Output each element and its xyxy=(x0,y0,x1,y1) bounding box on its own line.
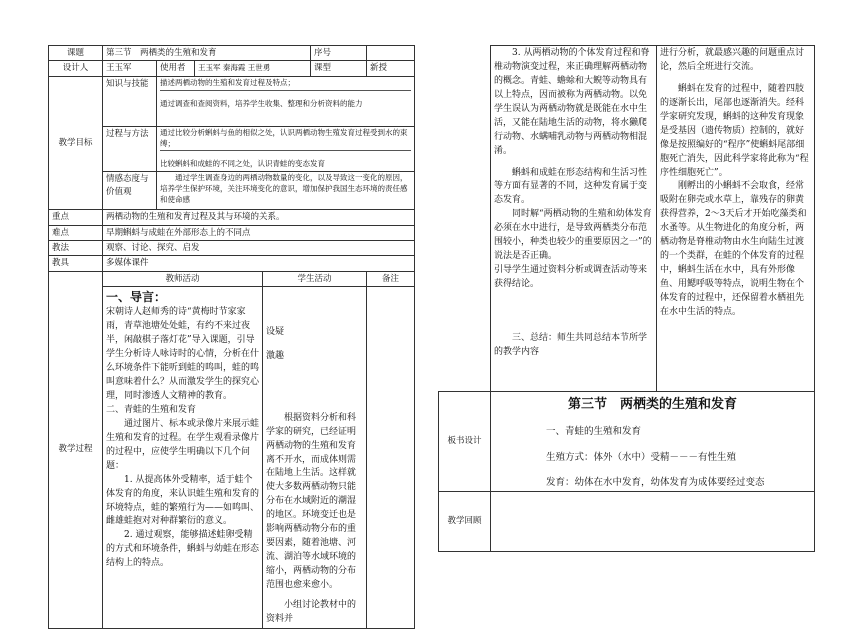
goal-label-emotion: 情感态度与价值观 xyxy=(103,172,157,210)
teacher-p5: 三、总结：师生共同总结本节所学的教学内容 xyxy=(494,332,648,357)
goal-process xyxy=(157,126,415,172)
teacher-activity xyxy=(103,286,263,628)
goal-label-process: 过程与方法 xyxy=(103,126,157,172)
student-s2: 蝌蚪在发育的过程中，随着四肢的逐渐长出，尾部也逐渐消失。经科学家研究发现，蝌蚪的这种发育现象是受基因（遗传物质）控制的，就好像是按照编好的“程序”使蝌蚪尾部细胞死亡消失，因此科学家将此称为“程序性细胞死亡”。 xyxy=(660,83,809,178)
item3: 3. 从两栖动物的个体发育过程和脊椎动物演变过程，来正确理解两栖动物的概念。青蛙、蟾蜍和大鲵等动物具有以上特点，因而被称为两栖动物。以免学生误认为两栖动物就是既能在水中生活，又能在陆地生活的动物，将水獭爬行动物、水螨哺乳动物与两栖动物相混淆。 xyxy=(494,48,650,156)
goal-knowledge-line-1: 描述两栖动物的生殖和发育过程及特点； xyxy=(160,78,411,91)
goals-label: 教学目标 xyxy=(49,76,103,210)
topic-label: 课题 xyxy=(49,46,103,61)
col-note-header: 备注 xyxy=(367,271,415,286)
tool-label: 教具 xyxy=(49,256,103,271)
board-line3: 发育：幼体在水中发育，幼体发育为成体要经过变态 xyxy=(546,477,765,489)
student-a4: 小组讨论教材中的资料并 xyxy=(266,599,357,624)
type-value: 新授 xyxy=(367,61,415,76)
student-a3: 根据资料分析和科学家的研究，已经证明两栖动物的生殖和发育离不开水，而成体则需在陆地上生活。这样就使大多数两栖动物只能分布在水域附近的潮湿的地区。环境变迁也是影响两栖动物分布的重要因素，随着池塘、河流、湖泊等水域环境的缩小，两栖动物的分布范围也愈来愈小。 xyxy=(266,412,357,590)
goal-knowledge xyxy=(157,76,415,126)
type-label: 课型 xyxy=(311,61,367,76)
difficulty-value: 早期蝌蚪与成蛙在外部形态上的不同点 xyxy=(103,225,415,240)
student-activity-cont xyxy=(657,46,815,392)
designer-value: 王玉军 xyxy=(103,61,157,76)
key-label: 重点 xyxy=(49,210,103,225)
lead-title: 一、导言： xyxy=(106,289,167,304)
goal-process-line-2: 比较蝌蚪和成蛙的不同之处，认识青蛙的变态发育 xyxy=(160,159,325,169)
difficulty-label: 难点 xyxy=(49,225,103,240)
goal-process-line-1: 通过比较分析蝌蚪与鱼的相似之处，认识两栖动物生殖发育过程受到水的束缚； xyxy=(160,128,411,152)
left-page-table xyxy=(48,45,415,629)
student-s3: 刚孵出的小蝌蚪不会取食，经常吸附在卵壳或水草上，靠残存的卵黄获得营养，2～3天后才开始吃藻类和水蚤等。从生物进化的角度分析，两栖动物是脊椎动物由水生向陆生过渡的一个类群，在蛙的个体发育的过程中，蝌蚪生活在水中，具有外形像鱼、用鳃呼吸等特点，说明生物在个体发育的过程中，还保留着水栖祖先在水中生活的特点。 xyxy=(660,181,807,317)
goal-emotion-text: 通过学生调查身边的两栖动物数量的变化，以及导致这一变化的原因，培养学生保护环境，关注环境变化的意识，增加保护我国生态环境的责任感和使命感 xyxy=(160,173,408,204)
seq-label: 序号 xyxy=(311,46,367,61)
col-student-header: 学生活动 xyxy=(263,271,367,286)
teacher-p2: 蝌蚪和成蛙在形态结构和生活习性等方面有显著的不同，这种发育属于变态发育。 xyxy=(494,167,648,206)
student-a1: 设疑 xyxy=(266,326,285,337)
goal-label-knowledge: 知识与技能 xyxy=(103,76,157,126)
student-a2: 激趣 xyxy=(266,350,285,361)
designer-label: 设计人 xyxy=(49,61,103,76)
student-activity xyxy=(263,286,367,628)
board-line1: 一、青蛙的生殖和发育 xyxy=(546,425,642,437)
item1: 1. 从提高体外受精率，适于蛙个体发育的角度，来认识蛙生殖和发育的环境特点，蛙的繁殖行为——如鸣叫、雌雄蛙抱对对种群繁衍的意义。 xyxy=(106,474,260,527)
goal-knowledge-line-2: 通过调查和查阅资料，培养学生收集、整理和分析资料的能力 xyxy=(160,98,363,108)
right-page-table xyxy=(438,45,815,552)
topic-value: 第三节 两栖类的生殖和发育 xyxy=(103,46,311,61)
board-label: 板书设计 xyxy=(439,392,491,492)
reflection-label: 教学回顾 xyxy=(439,492,491,552)
goal-emotion xyxy=(157,172,415,210)
board-content xyxy=(491,392,815,492)
board-title: 第三节 两栖类的生殖和发育 xyxy=(567,397,737,412)
col-teacher-header: 教师活动 xyxy=(103,271,263,286)
sec2-title: 二、青蛙的生殖和发育 xyxy=(106,404,197,415)
teacher-activity-cont xyxy=(491,46,657,392)
teacher-p3: 同时解“两栖动物的生殖和幼体发育必须在水中进行，是导致两栖类分布范围较小，种类也较少的重要原因之一”的说法是否正确。 xyxy=(494,209,652,262)
board-line2: 生殖方式：体外（水中）受精－－－有性生殖 xyxy=(546,451,737,463)
lead-text: 宋朝诗人赵师秀的诗“黄梅时节家家雨，青草池塘处处蛙，有约不来过夜半，闲敲棋子落灯花”导入课题，引导学生分析诗人咏诗时的心情，分析在什么环境条件下能听到蛙的鸣叫，蛙的鸣叫意味着什么？从而激发学生的探究心理，同时渗透人文精神的教育。 xyxy=(106,307,260,402)
sec2-text: 通过图片、标本或录像片来展示蛙生殖和发育的过程。在学生观看录像片的过程中，应使学生明确以下几个问题： xyxy=(106,418,260,471)
seq-value xyxy=(367,46,415,61)
user-value: 王玉军 秦海霞 王世勇 xyxy=(195,61,311,76)
user-label: 使用者 xyxy=(157,61,195,76)
right-blank xyxy=(439,46,491,392)
teacher-p4: 引导学生通过资料分析或调查活动等来获得结论。 xyxy=(494,265,648,289)
method-label: 教法 xyxy=(49,240,103,255)
tool-value: 多媒体课件 xyxy=(103,256,415,271)
note-cell xyxy=(367,286,415,628)
reflection-content xyxy=(491,492,815,552)
method-value: 观察、讨论、探究、启发 xyxy=(103,240,415,255)
process-label: 教学过程 xyxy=(49,271,103,628)
item2: 2. 通过观察，能够描述蛙卵受精的方式和环境条件，蝌蚪与幼蛙在形态结构上的特点。 xyxy=(106,530,260,569)
student-s1: 进行分析，就最感兴趣的问题重点讨论，然后全班进行交流。 xyxy=(660,48,805,72)
key-value: 两栖动物的生殖和发育过程及其与环境的关系。 xyxy=(103,210,415,225)
